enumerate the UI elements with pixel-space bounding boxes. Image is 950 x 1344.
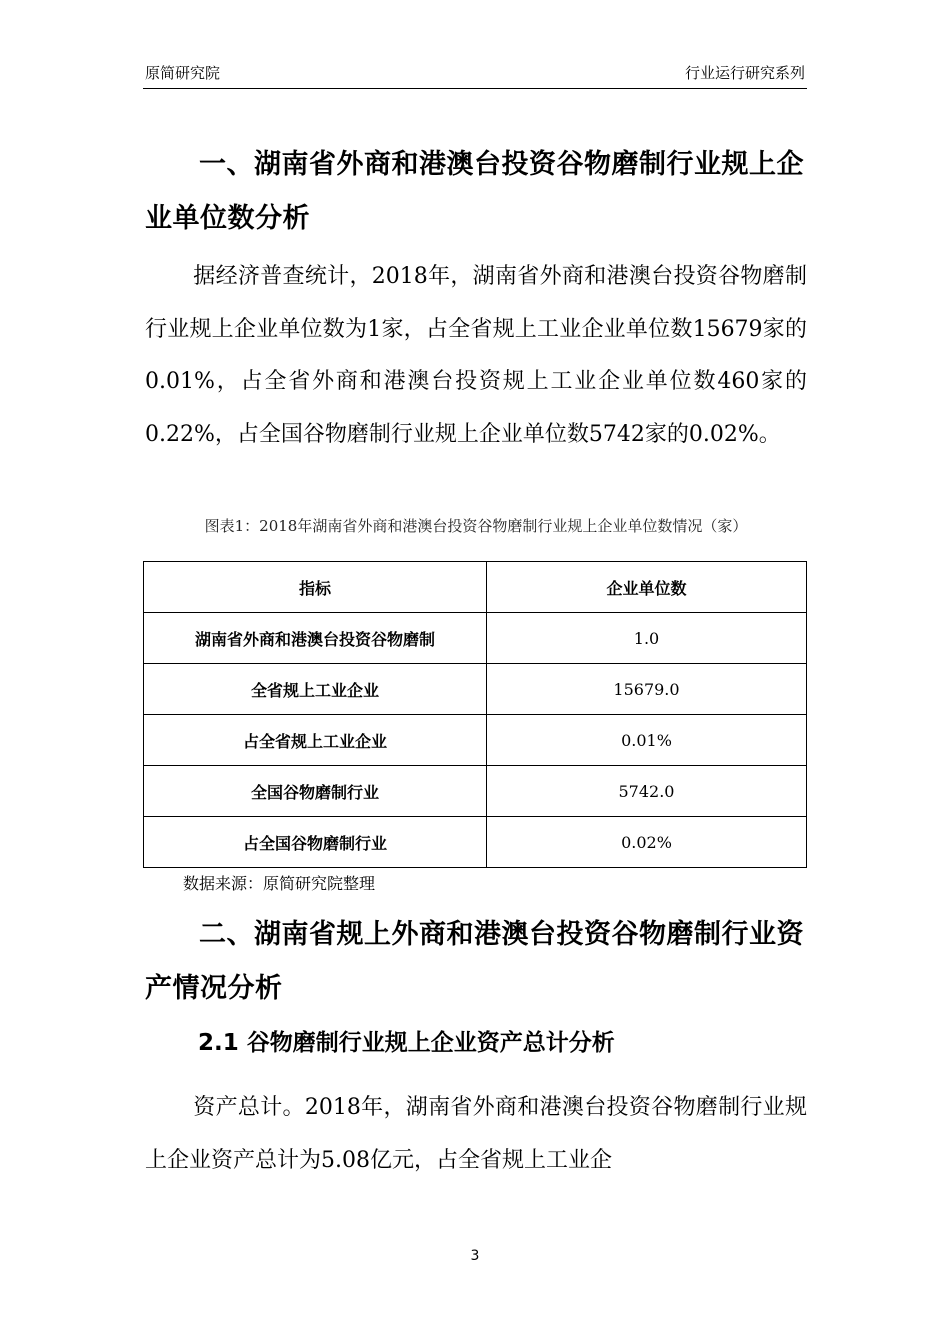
table-row (144, 664, 807, 715)
table-source-note: 数据来源：原简研究院整理 (183, 874, 376, 893)
table-row (144, 613, 807, 664)
section2-heading: 二、湖南省规上外商和港澳台投资谷物磨制行业资产情况分析 (145, 919, 804, 1004)
table-row (144, 817, 807, 868)
section1-paragraph: 据经济普查统计，2018年，湖南省外商和港澳台投资谷物磨制行业规上企业单位数为1家，占全省规上工业企业单位数15679家的0.01%，占全省外商和港澳台投资规上工业企业单位数460家的0.22%，占全国谷物磨制行业规上企业单位数5742家的0.02%。 (145, 264, 807, 447)
table-row (144, 766, 807, 817)
row-label: 全国谷物磨制行业 (144, 766, 487, 817)
header-left-text: 原简研究院 (145, 64, 221, 82)
row-value: 1.0 (487, 613, 807, 664)
section2-paragraph: 资产总计。2018年，湖南省外商和港澳台投资谷物磨制行业规上企业资产总计为5.08亿元，占全省规上工业企 (145, 1095, 807, 1173)
row-label: 占全国谷物磨制行业 (144, 817, 487, 868)
section1-heading: 一、湖南省外商和港澳台投资谷物磨制行业规上企业单位数分析 (145, 149, 804, 234)
header-right-text: 行业运行研究系列 (684, 64, 805, 82)
row-value: 5742.0 (487, 766, 807, 817)
row-value: 0.02% (487, 817, 807, 868)
row-value: 0.01% (487, 715, 807, 766)
header-divider (143, 88, 807, 89)
table-row (144, 715, 807, 766)
row-label: 全省规上工业企业 (144, 664, 487, 715)
table-header-row (144, 562, 807, 613)
page-number: 3 (470, 1248, 480, 1264)
section2-subheading: 2.1 谷物磨制行业规上企业资产总计分析 (198, 1030, 615, 1056)
table-header-count: 企业单位数 (487, 562, 807, 613)
table-header-indicator: 指标 (144, 562, 487, 613)
table-caption: 图表1：2018年湖南省外商和港澳台投资谷物磨制行业规上企业单位数情况（家） (204, 517, 748, 535)
row-label: 占全省规上工业企业 (144, 715, 487, 766)
row-value: 15679.0 (487, 664, 807, 715)
data-table (143, 561, 807, 868)
row-label: 湖南省外商和港澳台投资谷物磨制 (144, 613, 487, 664)
